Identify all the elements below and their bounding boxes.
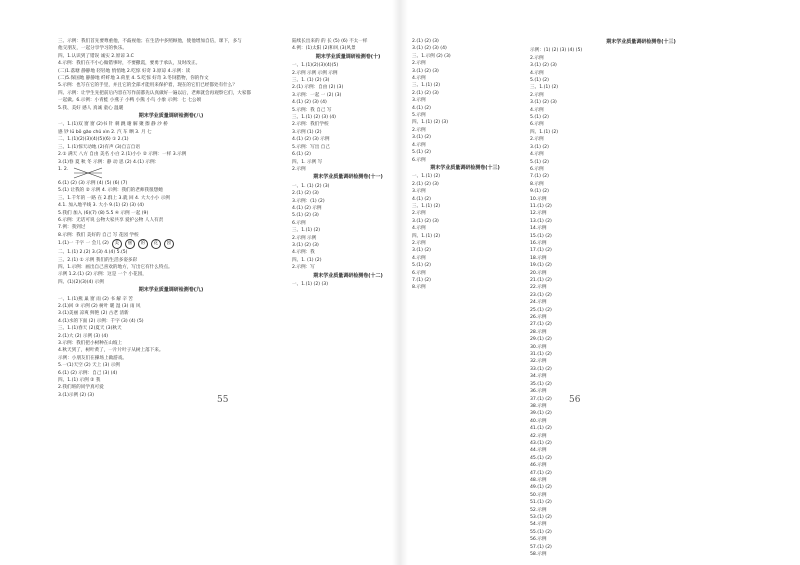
answer-line: 3.示例 (1) (2): [292, 129, 322, 135]
answer-line: 5.(1) (2): [530, 115, 549, 121]
answer-line: 5.示例：我 自己 写: [292, 107, 332, 113]
left-page-column-1: [58, 38, 284, 478]
answer-line: 4.(1)水的下面 (2) 示例：千字 (3) (4) (5): [58, 318, 144, 324]
answer-line: 三、1.(1) (2): [412, 203, 441, 209]
answer-line: 52.示例: [530, 507, 547, 513]
answer-line: 18.示例: [530, 255, 547, 261]
section-heading: 期末学业质量调研检测卷(十三): [430, 164, 500, 171]
answer-line: 31.(1) (2): [530, 352, 552, 358]
answer-line: 55.(1) (2): [530, 529, 552, 535]
answer-line: 53.(1) (2): [530, 515, 552, 520]
answer-line: 8.示例: [412, 285, 426, 291]
matching-lines-figure: [58, 166, 284, 180]
answer-line: 4.示例: [530, 107, 544, 113]
answer-line: 4.(1) (2): [412, 196, 431, 202]
answer-line: 37.(1) (2): [530, 396, 552, 402]
circled-char: 的: [138, 239, 148, 249]
answer-line: 21.(1) (2): [530, 278, 552, 283]
answer-line: 3.(1)美丽 凉爽 鲜艳 (2) 古老 清新: [58, 311, 129, 317]
col1-mid1-block: [58, 121, 284, 165]
answer-line: 26.示例: [530, 315, 547, 321]
answer-line: 4.(1) (2) (3) (4): [292, 100, 327, 106]
answer-line: 4.秋天到了，树叶黄了，一片片叶子从树上落下来。: [58, 348, 164, 354]
answer-line: 三、1.(1)惊天动地 (2)有声 (3)自言自语: [58, 144, 140, 150]
answer-line: 33.(1) (2): [530, 366, 552, 372]
answer-line: 49.(1) (2): [530, 485, 552, 491]
circled-char: 园: [164, 239, 174, 249]
right-page-column-2: [530, 38, 752, 558]
answer-line: 35.(1) (2): [530, 381, 552, 387]
answer-line: 二、1.(1)(2)(3)(4)(5)(6) ① 2.(1): [58, 137, 129, 143]
answer-line: 一起做。6.示例：小青蛙 小燕子 小鸭 小熊 小鸟 小象 示例：七 七公顷: [58, 98, 202, 104]
answer-line: 四、1. (1) (2): [292, 257, 322, 263]
answer-line: 2.示例: [530, 92, 544, 98]
answer-line: 他交朋友，一起分享学习的快乐。: [58, 46, 127, 52]
answer-line: 2.(1) 示例：自由 (2) (3): [292, 85, 344, 91]
answer-line: 2.(1)大 (2) 示例 (3) (4): [58, 333, 109, 339]
answer-line: 三、1.示例 (2) (3): [412, 53, 451, 59]
answer-line: 四、1.(1) (2): [530, 129, 559, 135]
answer-line: 39.(1) (2): [530, 411, 552, 417]
answer-line: 10.示例: [530, 196, 547, 202]
answer-line: 5.一(1)天空 (2) 天上 (3) 示例: [58, 363, 120, 369]
answer-line: 2.(1) (2) (3): [412, 90, 439, 96]
answer-line: 32.示例: [530, 359, 547, 365]
answer-line: 38.示例: [530, 403, 547, 409]
answer-line: 56.示例: [530, 537, 547, 543]
answer-line: 58.示例: [530, 552, 547, 558]
page-number-right: 56: [569, 395, 581, 405]
answer-line: 51.(1) (2): [530, 500, 552, 506]
answer-line: (二)1.落塘 静静地 轻轻地 悄悄地 2.吃惊 好奇 3.原谅 4.示例：读: [58, 68, 191, 74]
right-page-column-1: [412, 38, 518, 478]
answer-line: 三、1.(1) (2): [292, 228, 321, 234]
answer-line: 4.示例: [412, 226, 426, 232]
answer-line: 2.示例: [530, 55, 544, 61]
answer-line: 6.示例: [412, 270, 426, 276]
answer-line: 24.示例: [530, 300, 547, 306]
answer-line: 5.(1) (2): [412, 263, 431, 269]
answer-line: 23.(1) (2): [530, 292, 552, 298]
section-heading: 期末学业质量调研检测卷(十一): [313, 174, 383, 181]
answer-line: 四、(1)(2)(3)(4) 示例: [58, 279, 104, 285]
answer-line: 四、示例：让学生先把前后内容在写作前都先认真做好一遍以后，老师就会再观察它们，大家都: [58, 90, 251, 96]
answer-line: 4.例：(1)太阳 (2)和风 (3)风景: [292, 46, 356, 52]
answer-line: 30.示例: [530, 344, 547, 350]
answer-line: 6.示例：无话可说 公物大家共享 爱护公物 人人有责: [58, 217, 164, 223]
answer-line: 45.(1) (2): [530, 455, 552, 461]
answer-line: 3.示例：我们把小树种在山坡上: [58, 341, 123, 347]
answer-line: 54.示例: [530, 522, 547, 528]
answer-line: 四、1.认识到了错误 诚实 2.原谅 3.C: [58, 53, 134, 59]
answer-line: 20.示例: [530, 270, 547, 276]
answer-line: 5.我们 加入 (6)(7) (8) 5.5 ④ 示例 一起 (9): [58, 210, 149, 216]
answer-line: 3.示例: [412, 98, 426, 104]
answer-line: 2.示例：我们学校: [292, 122, 329, 128]
answer-line: 48.示例: [530, 477, 547, 483]
answer-line: 一、1.(1) (2) (3): [292, 282, 329, 287]
answer-line: 7.(1) (2): [530, 174, 549, 180]
answer-line: 46.示例: [530, 463, 547, 469]
answer-line: 6.示例: [412, 157, 426, 163]
answer-line: 三、2.(1) ① 示例 我们的生活多姿多彩: [58, 257, 138, 263]
answer-line: 5.(1) (2) (3): [292, 213, 319, 219]
answer-line: 5.(1) (2): [530, 78, 549, 84]
answer-line: 14.示例: [530, 226, 547, 232]
section-heading: 期末学业质量调研检测卷(十二): [313, 272, 383, 279]
answer-line: 三、1. (1) (2) (3): [292, 78, 330, 84]
answer-line: 三、示例：我们首先要尊重他，不歧视他；在生活中多照顾他，使他增加自信，课下，多与: [58, 39, 242, 44]
answer-line: 3.(1) (2) (3): [530, 63, 557, 69]
answer-line: 9.(1) (2): [530, 189, 549, 195]
answer-line: 7.例：我到过: [58, 225, 86, 231]
matching-lines-label: 1. 2.: [58, 166, 69, 172]
answer-line: 3.(1)示例 (2) (3): [58, 392, 95, 398]
answer-line: 6.示例: [292, 220, 306, 226]
answer-line: 25.(1) (2): [530, 307, 552, 313]
answer-line: 5.(1) 让我的 ② 示例 4. 示例：我们的老师我很想她: [58, 188, 163, 194]
answer-line: 四、1.(1) 示例 ② 我: [58, 378, 101, 384]
answer-line: 6.(1) (2) (3) 示例 (4) (5) (6) (7): [58, 180, 128, 186]
answer-line: 陆续长出来的 的 长 (5) (6) 不太一样: [292, 39, 368, 44]
answer-line: 3.(1) (2) (3): [412, 68, 439, 74]
answer-line: 四、1.(1) (2) (3): [412, 120, 449, 126]
answer-line: 感 钞 lü bō găo chǔ xìn 2. 汽 车 晒 3. 月 七: [58, 129, 152, 135]
circled-char: 花: [151, 239, 161, 249]
circled-characters-row: [58, 239, 284, 249]
answer-line: 43.(1) (2): [530, 440, 552, 446]
answer-line: 4.示例: [412, 255, 426, 261]
answer-line: 3.(1) (2) (3): [412, 218, 439, 224]
answer-line: 三、1.千年的 一路 在 2.群上 3.就 回 4. 大大小小 示例: [58, 195, 170, 201]
answer-line: 44.示例: [530, 448, 547, 454]
col4-lines: [530, 47, 752, 558]
circled-char: 美: [112, 239, 122, 249]
answer-line: 三、1.(1) (2): [412, 83, 441, 89]
left-page-column-2: [292, 38, 404, 478]
answer-line: 5.(1) (2): [530, 159, 549, 165]
circles-prefix: 1.(1)一 千字 一 会儿 (2): [58, 241, 109, 247]
answer-line: 27.(1) (2): [530, 322, 552, 328]
answer-line: 7.(1) (2): [412, 278, 431, 283]
page-number-left: 55: [217, 395, 229, 405]
answer-line: 一、1.(1)(2)(3)(4)(5): [292, 63, 339, 69]
answer-line: 4.(1) (2): [412, 105, 431, 111]
answer-line: 5.示例：也写在它的手里，并且它的全部才能用来保护着，现在的它们已经都处有什么？: [58, 83, 237, 89]
answer-line: 40.示例: [530, 418, 547, 424]
answer-line: 4.示例: [530, 152, 544, 158]
answer-line: 47.(1) (2): [530, 470, 552, 476]
answer-line: 3.(1) (2): [412, 248, 431, 254]
answer-line: 11.(1) (2): [530, 203, 552, 209]
answer-line: 6.(1) (2): [292, 152, 311, 158]
answer-line: 2.示例: [292, 166, 306, 172]
answer-line: 3.(1)春 夏 秋 冬 示例：静 动 思 (2) 4.(1) 示例：: [58, 159, 160, 165]
answer-line: 一、1. (1) (2) (3): [292, 183, 330, 189]
col1-mid3-block: [58, 249, 284, 286]
answer-line: 2.(1)回 ③ 示例 (2) 树叶 暖 湿 (3) 雨 风: [58, 304, 141, 309]
answer-line: 2.① 满天 八方 自由 美名 小白 2.(1)小小 ② 示例：一样 3.示例: [58, 152, 187, 158]
answer-line: 3.示例: [412, 189, 426, 195]
answer-line: 41.(1) (2): [530, 426, 552, 432]
answer-line: 2.示例：写: [292, 265, 315, 271]
answer-line: 四、1. 示例 写: [292, 159, 323, 165]
answer-line: 50.示例: [530, 492, 547, 498]
answer-line: 8.示例：我们 美好的 自己 写 花园 学校: [58, 232, 139, 238]
answer-line: 2.示例: [530, 137, 544, 143]
section-heading: 期末学业质量调研检测卷(十): [315, 53, 381, 60]
answer-line: 四、1.示例：画出自己喜欢的地方，写出它有什么特点。: [58, 264, 173, 270]
answer-line: 4.1. 加入地平线 3. 大小 9.(1) (2) (3) (4): [58, 203, 144, 209]
answer-line: 示例：(1) (2) (3) (4) (5): [530, 48, 583, 54]
answer-line: 四、1.(1) (2): [412, 233, 441, 239]
answer-line: 示例：小朋友们在操场上做游戏。: [58, 355, 127, 361]
answer-line: 2.示例 示例: [292, 235, 317, 241]
answer-line: 22.示例: [530, 285, 547, 291]
answer-line: 29.(1) (2): [530, 337, 552, 343]
answer-line: 4.(1) (2) 示例: [292, 205, 322, 211]
answer-line: 5.我、美好 感人 真诚 童心 温暖: [58, 105, 124, 111]
answer-line: 36.示例: [530, 389, 547, 395]
section-heading: 期末学业质量调研检测卷(八): [138, 113, 204, 120]
answer-line: 13.(1) (2): [530, 218, 552, 224]
answer-line: 3.(1) (2) (3): [530, 100, 557, 106]
answer-line: 三、1.(1) (2) (3) (4): [292, 115, 336, 121]
answer-line: 5.示例: [412, 113, 426, 119]
answer-line: 2.(1) (2) (3): [412, 181, 439, 187]
answer-line: 28.示例: [530, 329, 547, 335]
answer-line: 2.示例: [412, 61, 426, 67]
answer-line: 5.示例：写出 自己: [292, 144, 331, 150]
answer-line: 4.示例: [530, 70, 544, 76]
answer-line: 57.(1) (2): [530, 544, 552, 550]
answer-line: 三、1.(1)春天 (2)夏天 (3)秋天: [58, 326, 122, 332]
answer-line: 2.示例: [412, 127, 426, 133]
answer-line: 16.示例: [530, 240, 547, 246]
answer-line: 2.示例: [412, 240, 426, 246]
answer-line: 4.示例：我们在不小心做错事时，不要撒谎，要勇于承认，及时改正。: [58, 61, 201, 67]
answer-line: 6.示例: [530, 166, 544, 172]
answer-line: (二)5.保国地 静静地 纤纤地 3.荷里 4. 5.吃惊 好奇 3.冬饲猎物，你的作文: [58, 76, 209, 82]
answer-line: 15.(1) (2): [530, 233, 552, 239]
answer-line: 3.(1) (2) (3): [292, 242, 319, 248]
answer-line: 34.示例: [530, 374, 547, 380]
section-heading: 期末学业质量调研检测卷(九): [138, 287, 204, 294]
answer-line: 一、1.(1)燕 巢 窗 雨 (2) 书 解 辛 苦: [58, 296, 134, 302]
col1-mid2-block: [58, 180, 284, 239]
answer-line: 3.(1) (2) (3) (4): [412, 46, 447, 52]
answer-line: 三、1.(1) (2): [530, 85, 559, 91]
answer-line: 4.示例：我: [292, 250, 315, 256]
circled-char: 丽: [125, 239, 135, 249]
answer-line: 4.示例: [412, 142, 426, 148]
col1-mid4-block: [58, 296, 284, 400]
answer-line: 2.示例: [412, 211, 426, 217]
answer-line: 8.示例: [530, 181, 544, 187]
answer-line: 4.示例: [412, 76, 426, 82]
matching-lines-svg: [72, 166, 112, 180]
answer-line: 2.我们班的同学真可爱: [58, 385, 104, 391]
answer-line: 17.(1) (2): [530, 248, 552, 254]
answer-line: 6.(1) (2) 示例：自己 (3) (4): [58, 370, 118, 376]
answer-line: 一、1.(1) (2): [412, 174, 441, 180]
answer-line: 3.示例：一起 一 (2) (3): [292, 92, 342, 98]
answer-line: 4.(1) (2) (3) 示例: [292, 137, 330, 143]
col1-top-block: [58, 38, 284, 112]
section-heading: 期末学业质量调研检测卷(十三): [606, 39, 676, 45]
answer-line: 42.示例: [530, 433, 547, 439]
answer-line: 一、1.(1)双 窗 窗 (2)书 针 刺 跳 谢 解 聚 擦 静 沙 桥: [58, 122, 168, 128]
answer-line: 2.(1) (2) (3): [292, 191, 319, 197]
answer-line: 2.(1) (2) (3): [412, 39, 439, 44]
answer-line: 3.(1) (2): [412, 135, 431, 141]
answer-line: 12.示例: [530, 211, 547, 217]
answer-line: 示例 1.2.(1) (2) 示例：这是 一个 小花园，: [58, 272, 147, 278]
answer-line: 二、1.(1) 2.(2) 3.(3) 4.(4) 5.(5): [58, 250, 128, 256]
answer-line: 6.示例: [530, 122, 544, 128]
answer-line: 19.(1) (2): [530, 263, 552, 269]
answer-line: 3.(1) (2): [530, 144, 549, 150]
answer-line: 2.示例 示例 示例 示例: [292, 70, 338, 76]
answer-line: 5.(1) (2): [412, 150, 431, 156]
answer-line: 3.示例：(1) (2): [292, 198, 325, 204]
